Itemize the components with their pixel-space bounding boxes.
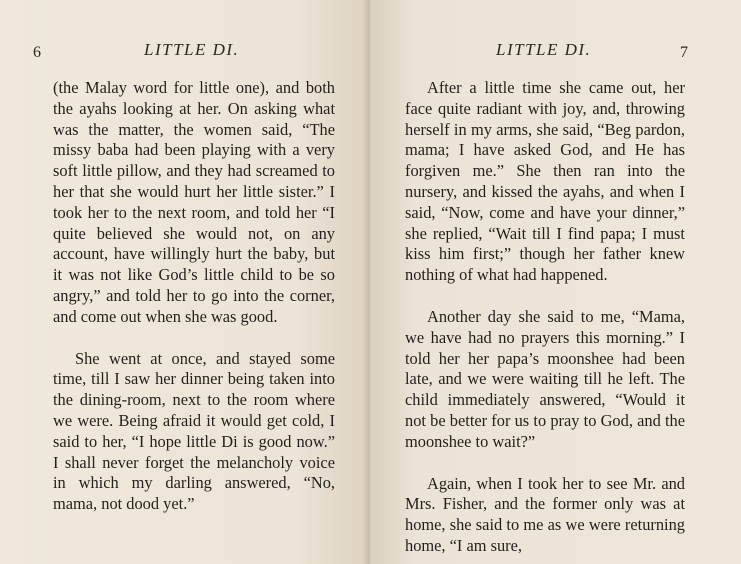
page-number: 6 [33, 44, 41, 61]
body-text [53, 78, 335, 515]
paragraph: After a little time she came out, her face quite radiant with joy, and, throwing herself in my arms, she said, “Beg pardon, mama; I have asked God, and He has forgiven me.” She then ran into the nursery, and kissed the ayahs, and when I said, “Now, come and have your dinner,” she replied, “Wait till I find papa; I must kiss him first;” though her father knew nothing of what had happened. [405, 78, 685, 285]
page-number: 7 [680, 44, 688, 61]
right-page [370, 0, 741, 564]
paragraph: (the Malay word for little one), and both the ayahs looking at her. On asking what was the matter, the women said, “The missy baba had been playing with a very soft little pillow, and they had screamed to her that she would hurt her little sister.” I took her to the next room, and told her “I quite believed she would not, on any account, have willingly hurt the baby, but it was not like God’s little child to be so angry,” and told her to go into the corner, and come out when she was good. [53, 78, 335, 326]
paragraph: Another day she said to me, “Mama, we have had no prayers this morning.” I told her her papa’s moonshee had been late, and we were waiting till he left. The child immediately answered, “Would it not be better for us to pray to God, and the moonshee to wait?” [405, 306, 685, 451]
left-page [0, 0, 368, 564]
running-head: LITTLE DI. [144, 40, 240, 59]
body-text [405, 78, 685, 557]
running-head: LITTLE DI. [496, 40, 592, 59]
paragraph: Again, when I took her to see Mr. and Mrs. Fisher, and the former only was at home, she said to me as we were returning home, “I am sure, [405, 473, 685, 555]
paragraph: She went at once, and stayed some time, till I saw her dinner being taken into the dining-room, next to the room where we were. Being afraid it would get cold, I said to her, “I hope little Di is good now.” I shall never forget the melancholy voice in which my darling answered, “No, mama, not dood yet.” [53, 348, 335, 514]
